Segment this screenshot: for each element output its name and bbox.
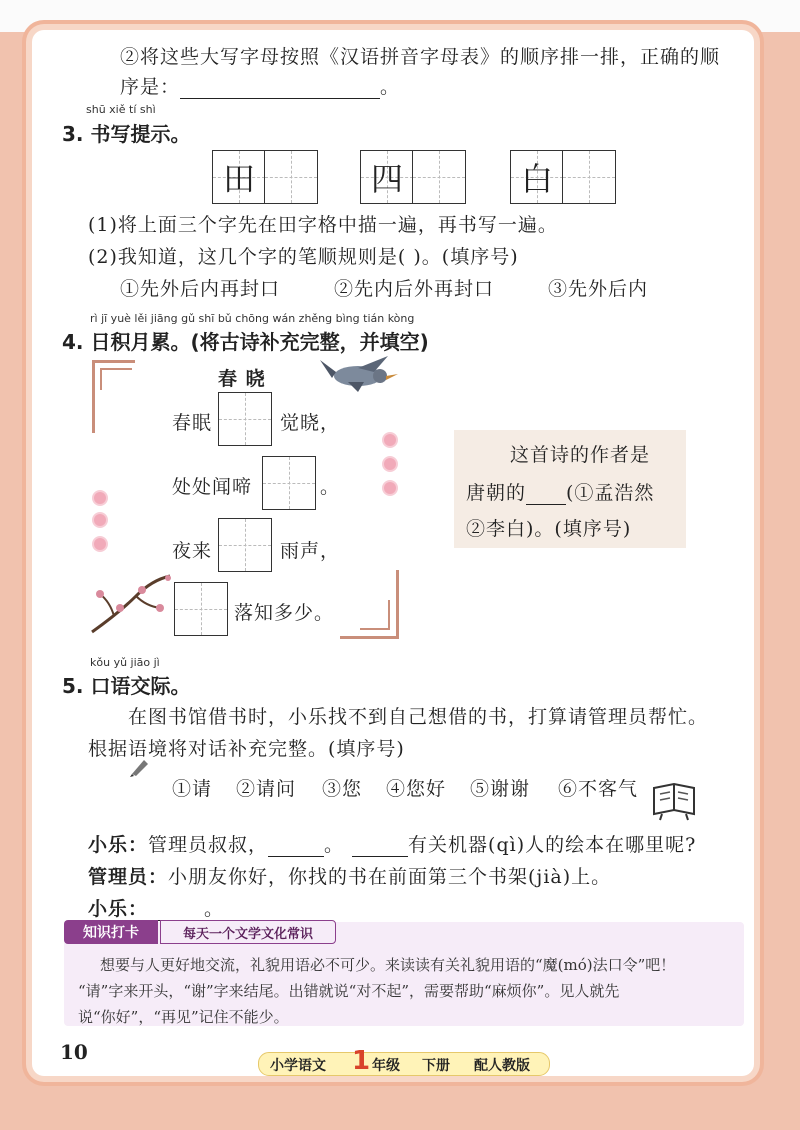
section5-title: 5. 口语交际。 [62,674,191,698]
dialogue-line2 [88,862,611,889]
author-q-line2-options: (①孟浩然 [566,482,655,504]
answer-blank[interactable] [180,80,380,99]
flower-icon [94,492,106,504]
grid-box-tian-example [212,150,266,204]
author-q-line3: ②李白)。(填序号) [466,518,632,540]
section2-line2-suffix: 。 [380,76,401,98]
footer-grade: 年级 [372,1058,400,1074]
knowledge-tip-line2: “请”字来开头，“谢”字来结尾。出错就说“对不起”，需要帮助“麻烦你”。见人就先 [78,982,620,1000]
section2-line2 [120,72,400,99]
knowledge-tip-line1: 想要与人更好地交流，礼貌用语必不可少。来读读有关礼貌用语的“魔(mó)法口令”吧！ [100,956,676,974]
dialogue-line1-part1: 管理员叔叔， [148,834,269,856]
flower-icon [384,434,396,446]
section3-option-3: ③先外后内 [548,278,649,300]
top-strip [0,0,800,32]
knowledge-tip-line3: 说“你好”，“再见”记住不能少。 [78,1008,289,1026]
knowledge-tip-subtitle: 每天一个文学文化常识 [160,920,336,944]
poem-blank-2[interactable] [262,456,316,510]
knowledge-tip-tag: 知识打卡 [64,920,158,944]
flower-icon [94,514,106,526]
grid-box-bai-blank[interactable] [562,150,616,204]
grid-char-si: 四 [370,160,403,198]
dialogue-line3 [88,894,224,921]
poem-line3-before: 夜来 [172,540,213,562]
footer-edition: 配人教版 [474,1058,530,1074]
dialogue-line1-part3: 有关机器(qì)人的绘本在哪里呢? [408,834,697,856]
section3-title: 3. 书写提示。 [62,122,191,146]
section5-option-4: ④您好 [386,778,447,800]
poem-blank-3[interactable] [218,518,272,572]
grid-char-tian: 田 [222,160,255,198]
bird-icon [318,352,402,398]
poem-line4-after: 落知多少。 [234,602,335,624]
poem-line2-after: 。 [320,476,341,498]
dialogue-blank-1[interactable] [268,838,324,857]
frame-corner-inner-top-left [100,368,132,390]
section4-title: 4. 日积月累。(将古诗补充完整，并填空) [62,330,429,354]
section4-pinyin: rì jī yuè lěi jiāng gǔ shī bǔ chōng wán zhěng bìng tián kòng [90,312,415,325]
book-character-icon [648,774,700,822]
footer-volume: 下册 [422,1058,450,1074]
section3-q2: (2)我知道，这几个字的笔顺规则是( )。(填序号) [88,246,519,268]
poem-line2-before: 处处闻啼 [172,476,253,498]
plum-branch-icon [90,572,172,636]
dialogue-line1-part2: 。 [324,834,345,856]
frame-corner-inner-bottom-right [360,600,390,630]
dialogue-speaker-librarian: 管理员： [88,866,169,888]
flower-icon [384,482,396,494]
grid-box-tian-blank[interactable] [264,150,318,204]
poem-title: 春 晓 [218,368,266,390]
grid-char-bai: 白 [520,160,553,198]
dialogue-speaker-xiaole: 小乐： [88,834,149,856]
poem-line3-after: 雨声， [280,540,341,562]
dialogue-speaker-xiaole-2: 小乐： [88,898,149,920]
flower-icon [94,538,106,550]
section5-option-3: ③您 [322,778,363,800]
poem-line1-after: 觉晓， [280,412,341,434]
dialogue-blank-2[interactable] [352,838,408,857]
pencil-icon [128,756,150,778]
author-q-line2-prefix: 唐朝的 [466,482,527,504]
section2-line2-prefix: 序是： [120,76,181,98]
section3-option-1: ①先外后内再封口 [120,278,281,300]
section5-intro1: 在图书馆借书时，小乐找不到自己想借的书，打算请管理员帮忙。 [128,706,709,728]
section5-pinyin: kǒu yǔ jiāo jì [90,656,160,669]
grid-box-si-example [360,150,414,204]
grid-box-bai-example [510,150,564,204]
grid-box-si-blank[interactable] [412,150,466,204]
dialogue-line2-text: 小朋友你好，你找的书在前面第三个书架(jià)上。 [168,866,612,888]
section3-pinyin: shū xiě tí shì [86,103,156,116]
poem-blank-1[interactable] [218,392,272,446]
section5-option-6: ⑥不客气 [558,778,639,800]
section5-option-5: ⑤谢谢 [470,778,531,800]
section5-intro2: 根据语境将对话补充完整。(填序号) [88,738,405,760]
dialogue-line1 [88,830,696,857]
page-number: 10 [60,1040,88,1064]
author-q-line2 [466,478,654,505]
poem-blank-4[interactable] [174,582,228,636]
section5-option-2: ②请问 [236,778,297,800]
flower-icon [384,458,396,470]
section2-line1: ②将这些大写字母按照《汉语拼音字母表》的顺序排一排，正确的顺 [120,46,721,68]
author-answer-blank[interactable] [526,486,566,505]
footer-subject: 小学语文 [270,1058,326,1074]
dialogue-blank-3[interactable] [148,902,204,921]
dialogue-line3-end: 。 [204,898,225,920]
author-q-line1: 这首诗的作者是 [510,444,651,466]
poem-line1-before: 春眠 [172,412,213,434]
section3-q1: (1)将上面三个字先在田字格中描一遍，再书写一遍。 [88,214,558,236]
footer-grade-number: 1 [352,1046,371,1076]
section3-option-2: ②先内后外再封口 [334,278,495,300]
section5-option-1: ①请 [172,778,213,800]
